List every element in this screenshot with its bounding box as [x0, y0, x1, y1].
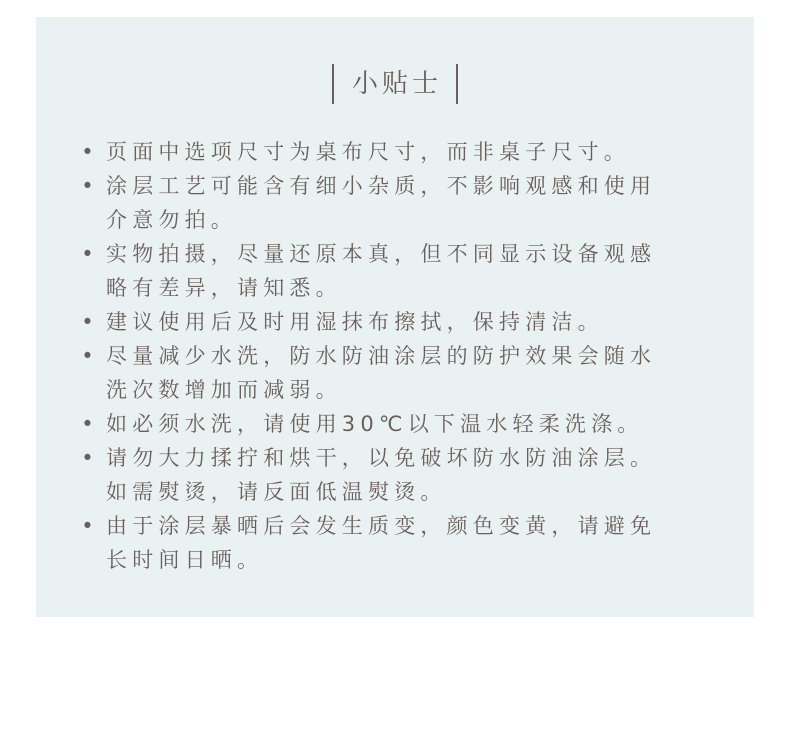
bullet-icon: •	[81, 344, 99, 368]
list-item	[80, 237, 720, 305]
list-item	[80, 305, 720, 339]
list-item	[80, 407, 720, 441]
bullet-icon: •	[81, 310, 99, 334]
tip-text: 尽量减少水洗，防水防油涂层的防护效果会随水 洗次数增加而减弱。	[106, 344, 657, 402]
tip-text: 页面中选项尺寸为桌布尺寸，而非桌子尺寸。	[106, 140, 630, 164]
bullet-icon: •	[81, 446, 99, 470]
tip-text: 由于涂层暴晒后会发生质变，颜色变黄，请避免 长时间日晒。	[106, 514, 657, 572]
tips-list	[80, 135, 720, 577]
tip-text: 实物拍摄，尽量还原本真，但不同显示设备观感 略有差异，请知悉。	[106, 242, 657, 300]
tip-text: 如必须水洗，请使用30℃以下温水轻柔洗涤。	[106, 412, 644, 436]
list-item	[80, 441, 720, 509]
tip-text: 建议使用后及时用湿抹布擦拭，保持清洁。	[106, 310, 604, 334]
bullet-icon: •	[81, 174, 99, 198]
list-item	[80, 135, 720, 169]
page-title: 小贴士	[351, 69, 442, 99]
bullet-icon: •	[81, 242, 99, 266]
list-item	[80, 509, 720, 577]
tip-text: 请勿大力揉拧和烘干，以免破坏防水防油涂层。 如需熨烫，请反面低温熨烫。	[106, 446, 657, 504]
bullet-icon: •	[81, 514, 99, 538]
title-block	[0, 64, 790, 104]
bullet-icon: •	[81, 412, 99, 436]
list-item	[80, 339, 720, 407]
list-item	[80, 169, 720, 237]
tip-text: 涂层工艺可能含有细小杂质，不影响观感和使用 介意勿拍。	[106, 174, 657, 232]
title-right-bar	[456, 64, 458, 104]
bullet-icon: •	[81, 140, 99, 164]
